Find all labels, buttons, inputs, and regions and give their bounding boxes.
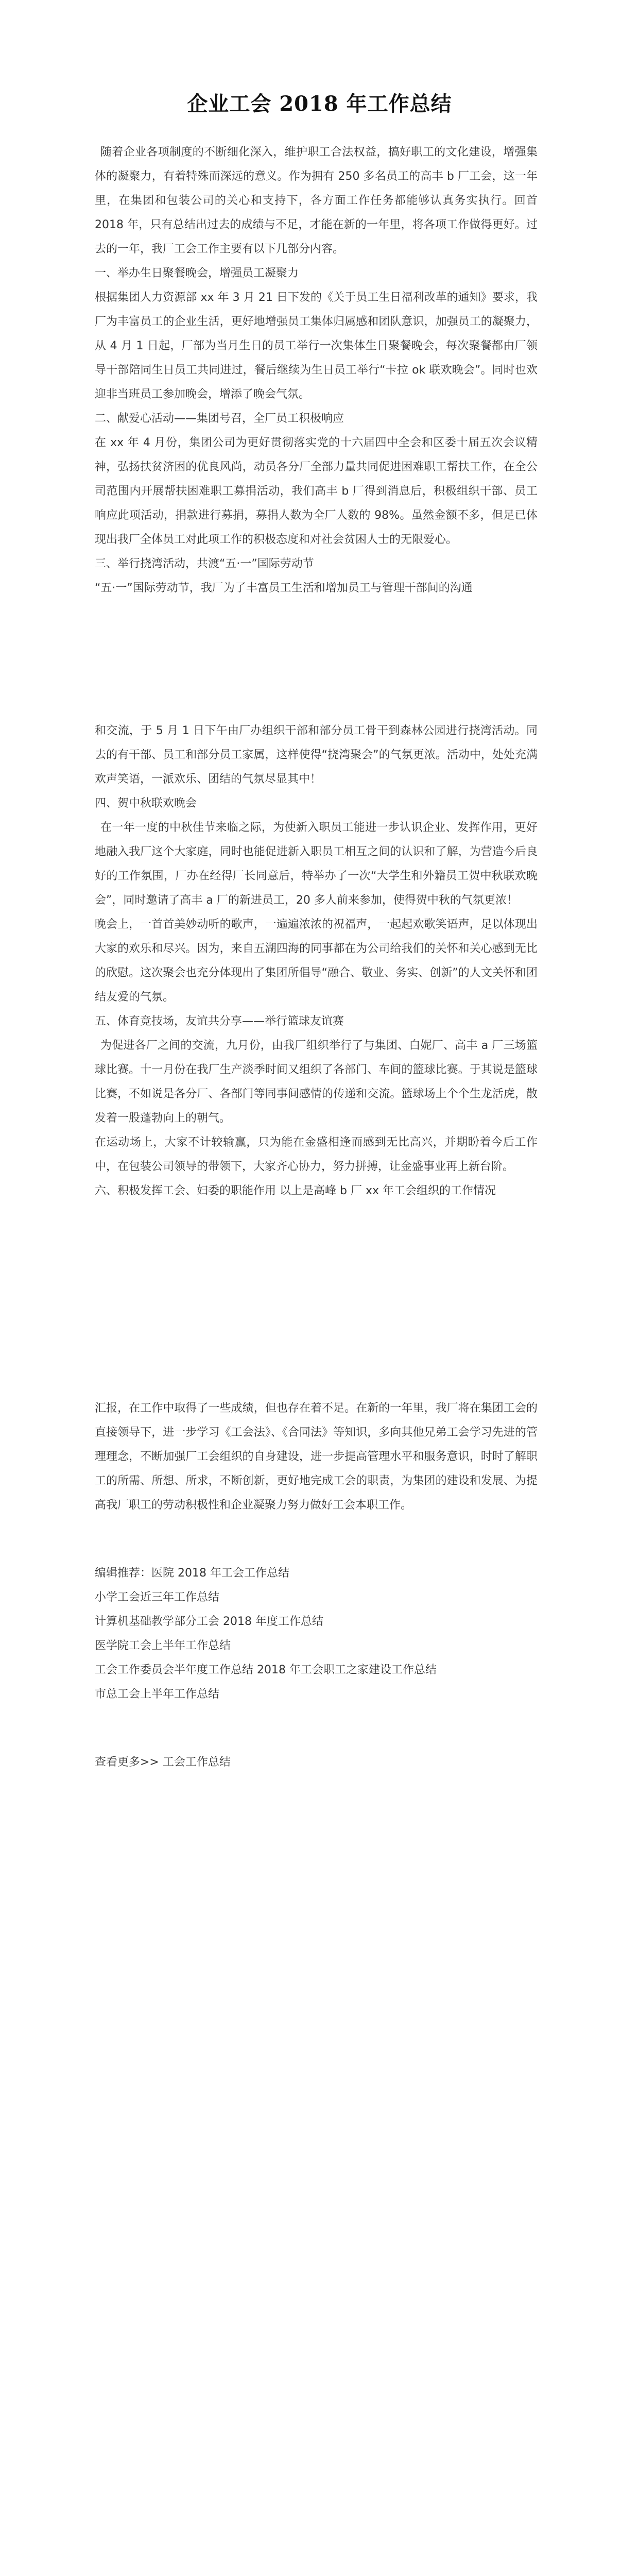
section-heading-3: 三、举行挠湾活动，共渡“五·一”国际劳动节 bbox=[95, 557, 314, 570]
recommend-row bbox=[95, 1561, 538, 1585]
recommend-row bbox=[95, 1634, 538, 1658]
recommend-link[interactable]: 医院 2018 年工会工作总结 bbox=[151, 1567, 289, 1580]
more-prefix: 查看更多>> bbox=[95, 1756, 163, 1769]
recommend-link[interactable]: 医学院工会上半年工作总结 bbox=[95, 1639, 231, 1652]
section-heading-2: 二、献爱心活动——集团号召，全厂员工积极响应 bbox=[95, 412, 344, 425]
section-heading-6: 六、积极发挥工会、妇委的职能作用 以上是高峰 b 厂 xx 年工会组织的工作情况 bbox=[95, 1184, 496, 1197]
body-paragraph: 和交流，于 5 月 1 日下午由厂办组织干部和部分员工骨干到森林公园进行挠湾活动。同去的有干部、员工和部分员工家属，这样使得“挠湾聚会”的气氛更浓。活动中，处处充满欢声笑语，一派欢乐、团结的气氛尽显其中！ bbox=[95, 724, 538, 786]
body-paragraph: 汇报，在工作中取得了一些成绩，但也存在着不足。在新的一年里，我厂将在集团工会的直接领导下，进一步学习《工会法》、《合同法》等知识，多向其他兄弟工会学习先进的管理理念，不断加强厂工会组织的自身建设，进一步提高管理水平和服务意识，时时了解职工的所需、所想、所求，不断创新，更好地完成工会的职责，为集团的建设和发展、为提高我厂职工的劳动积极性和企业凝聚力努力做好工会本职工作。 bbox=[95, 1402, 538, 1512]
recommend-link[interactable]: 小学工会近三年工作总结 bbox=[95, 1591, 220, 1604]
body-paragraph: 在一年一度的中秋佳节来临之际，为使新入职员工能进一步认识企业、发挥作用，更好地融入我厂这个大家庭，同时也能促进新入职员工相互之间的认识和了解，为营造今后良好的工作氛围，厂办在经得厂长同意后，特举办了一次“大学生和外籍员工贺中秋联欢晚会”，同时邀请了高丰 a 厂的新进员工，20 多人前来参加，使得贺中秋的气氛更浓！ bbox=[95, 821, 538, 907]
section-heading-5: 五、体育竞技场，友谊共分享——举行篮球友谊赛 bbox=[95, 1015, 344, 1028]
recommend-row bbox=[95, 1682, 538, 1706]
more-link[interactable]: 工会工作总结 bbox=[162, 1756, 231, 1769]
page-title: 企业工会 2018 年工作总结 bbox=[187, 91, 452, 116]
more-row bbox=[95, 1750, 538, 1774]
embedded-media-blank bbox=[95, 1203, 538, 1396]
embedded-media-blank bbox=[95, 600, 538, 719]
body-paragraph: 为促进各厂之间的交流，九月份，由我厂组织举行了与集团、白妮厂、高丰 a 厂三场篮球比赛。十一月份在我厂生产淡季时间又组织了各部门、车间的篮球比赛。于其说是篮球比赛，不如说是各分厂、各部门等同事间感情的传递和交流。篮球场上个个生龙活虎，散发着一股蓬勃向上的朝气。 bbox=[95, 1039, 538, 1125]
body-paragraph: 根据集团人力资源部 xx 年 3 月 21 日下发的《关于员工生日福利改革的通知》要求，我厂为丰富员工的企业生活，更好地增强员工集体归属感和团队意识，加强员工的凝聚力，从 4 月 1 日起，厂部为当月生日的员工举行一次集体生日聚餐晚会，每次聚餐都由厂领导干部陪同生日员工共同进过，餐后继续为生日员工举行“卡拉 ok 联欢晚会”。同时也欢迎非当班员工参加晚会，增添了晚会气氛。 bbox=[95, 291, 538, 401]
article-body bbox=[95, 140, 538, 1774]
recommend-row bbox=[95, 1609, 538, 1634]
body-paragraph: 晚会上，一首首美妙动听的歌声，一遍遍浓浓的祝福声，一起起欢歌笑语声，足以体现出大家的欢乐和尽兴。因为，来自五湖四海的同事都在为公司给我们的关怀和关心感到无比的欣慰。这次聚会也充分体现出了集团所倡导“融合、敬业、务实、创新”的人文关怀和团结友爱的气氛。 bbox=[95, 918, 538, 1004]
section-heading-4: 四、贺中秋联欢晚会 bbox=[95, 797, 197, 810]
recommend-link[interactable]: 市总工会上半年工作总结 bbox=[95, 1688, 220, 1701]
body-paragraph: 在运动场上，大家不计较输赢，只为能在金盛相逢而感到无比高兴，并期盼着今后工作中，在包装公司领导的带领下，大家齐心协力，努力拼搏，让金盛事业再上新台阶。 bbox=[95, 1136, 538, 1173]
body-paragraph: 在 xx 年 4 月份，集团公司为更好贯彻落实党的十六届四中全会和区委十届五次会议精神，弘扬扶贫济困的优良风尚，动员各分厂全部力量共同促进困难职工帮扶工作，在全公司范围内开展帮扶困难职工募捐活动，我们高丰 b 厂得到消息后，积极组织干部、员工响应此项活动，捐款进行募捐，募捐人数为全厂人数的 98%。虽然金额不多，但足已体现出我厂全体员工对此项工作的积极态度和对社会贫困人士的无限爱心。 bbox=[95, 436, 538, 546]
recommend-row bbox=[95, 1585, 538, 1609]
recommend-link[interactable]: 计算机基础教学部分工会 2018 年度工作总结 bbox=[95, 1615, 323, 1628]
recommend-link[interactable]: 工会工作委员会半年度工作总结 2018 年工会职工之家建设工作总结 bbox=[95, 1664, 437, 1676]
recommend-row bbox=[95, 1658, 538, 1682]
intro-paragraph: 随着企业各项制度的不断细化深入，维护职工合法权益，搞好职工的文化建设，增强集体的凝聚力，有着特殊而深远的意义。作为拥有 250 多名员工的高丰 b 厂工会，这一年里，在集团和包装公司的关心和支持下，各方面工作任务都能够认真务实执行。回首 2018 年，只有总结出过去的成绩与不足，才能在新的一年里，将各项工作做得更好。过去的一年，我厂工会工作主要有以下几部分内容。 bbox=[95, 146, 538, 256]
body-paragraph: “五·一”国际劳动节，我厂为了丰富员工生活和增加员工与管理干部间的沟通 bbox=[95, 582, 473, 595]
section-heading-1: 一、举办生日聚餐晚会，增强员工凝聚力 bbox=[95, 267, 299, 280]
recommend-prefix: 编辑推荐： bbox=[95, 1567, 152, 1580]
